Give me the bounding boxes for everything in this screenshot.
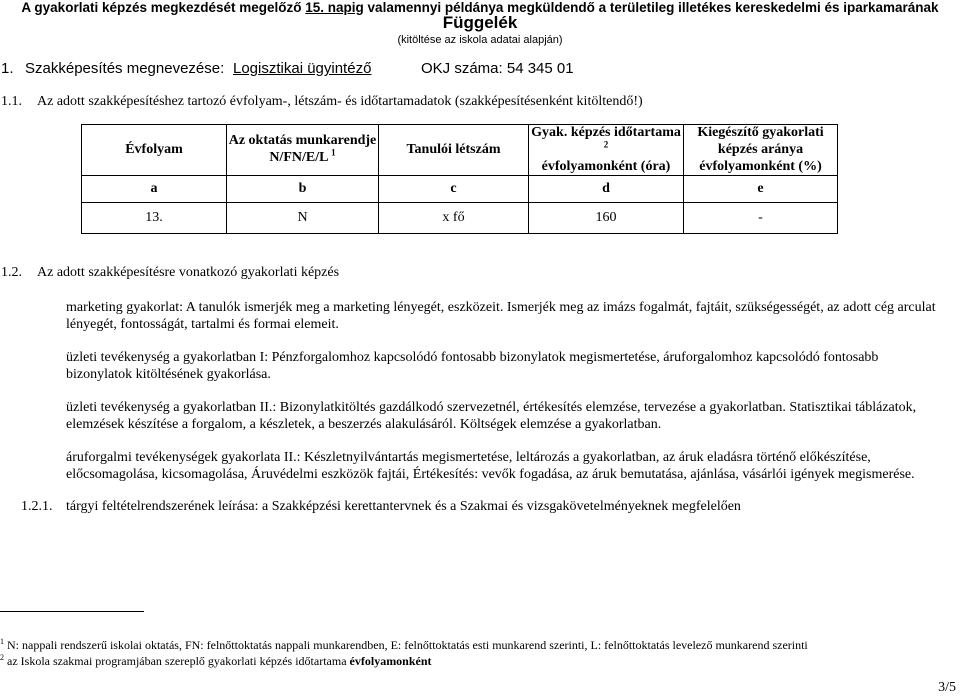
letter-cell: a — [82, 176, 227, 203]
letter-cell: b — [227, 176, 379, 203]
paragraph-business-1: üzleti tevékenység a gyakorlatban I: Pénzforgalomhoz kapcsolódó fontosabb bizonylatok megismertetése, áruforgalomhoz kapcsolódó fontosabb bizonylatok kitöltésének gyakorlása. — [66, 350, 879, 382]
paragraph-trade: áruforgalmi tevékenységek gyakorlata II.: Készletnyilvántartás megismertetése, leltározás a gyakorlatban, az áruk eladásra történő előkészítése, előcsomagolása, kicsomagolása, Áruvédelmi eszközök fajtái, Értékesítés: vevők fogadása, az áruk bemutatása, ajánlása, vásárlói igények megismerése. — [66, 450, 915, 482]
section-1-2-number: 1.2. — [1, 265, 22, 280]
footnote-2-mark: 2 — [0, 653, 4, 662]
col-header-duration — [529, 125, 684, 176]
footnote-1-text: N: nappali rendszerű iskolai oktatás, FN: felnőttoktatás nappali munkarendben, E: felnőttoktatás esti munkarend szerinti, L: felnőttoktatás levelező munkarend szerinti — [4, 638, 808, 652]
letter-cell: d — [529, 176, 684, 203]
okj-number: OKJ száma: 54 345 01 — [421, 60, 574, 77]
section-1-label: Szakképesítés megnevezése: — [25, 60, 225, 77]
paragraph-business-2: üzleti tevékenység a gyakorlatban II.: Bizonylatkitöltés gazdálkodó szervezetnél, értékesítés elemzése, tervezése a gyakorlatban. Statisztikai táblázatok, elemzések készítése a forgalom, a készletek, a beszerzés alakulásáról. Költségek elemzése a gyakorlatban. — [66, 400, 917, 432]
section-1-2-1-number: 1.2.1. — [21, 499, 53, 514]
col-header-duration-text-b: évfolyamonként (óra) — [541, 158, 671, 174]
qualification-name-value: Logisztikai ügyintéző — [233, 60, 372, 77]
footnote-1-mark: 1 — [0, 637, 4, 646]
cohort-data-table — [81, 124, 838, 234]
table-row — [82, 203, 838, 234]
qualification-name — [233, 60, 421, 78]
footnote-divider — [0, 611, 144, 612]
col-header-schedule — [227, 125, 379, 176]
header-instruction-post: valamennyi példánya megküldendő a területileg illetékes kereskedelmi és iparkamarának — [363, 0, 939, 15]
section-1-number: 1. — [1, 60, 14, 77]
section-1-2-text: Az adott szakképesítésre vonatkozó gyakorlati képzés — [37, 265, 340, 280]
footnote-2-bold: évfolyamonként — [349, 654, 432, 668]
section-1-2-1-text: tárgyi feltételrendszerének leírása: a Szakképzési kerettantervnek és a Szakmai és vizsgakövetelményeknek megfelelően — [66, 499, 741, 514]
cell-schedule: N — [227, 203, 379, 234]
page-subtitle: (kitöltése az iskola adatai alapján) — [397, 34, 563, 46]
footnote-2-text: az Iskola szakmai programjában szereplő gyakorlati képzés időtartama — [4, 654, 350, 668]
footnote-ref-2: 2 — [603, 139, 609, 150]
footnote-2 — [0, 654, 920, 668]
col-header-ratio — [684, 125, 838, 176]
col-header-ratio-text: Kiegészítő gyakorlati képzés aránya évfolyamonként (%) — [697, 125, 824, 174]
cell-year: 13. — [82, 203, 227, 234]
table-header-row — [82, 125, 838, 176]
col-header-headcount — [379, 125, 529, 176]
footnote-ref-1: 1 — [331, 147, 336, 158]
col-header-duration-text-a: Gyak. képzés időtartama — [531, 125, 681, 140]
col-header-schedule-text: Az oktatás munkarendje N/FN/E/L — [228, 133, 377, 166]
cell-headcount: x fő — [379, 203, 529, 234]
paragraph-marketing: marketing gyakorlat: A tanulók ismerjék meg a marketing lényegét, eszközeit. Ismerjék meg az imázs fogalmát, fajtáit, szükségességét, az adott cég arculat lényegét, fontosságát, tartalmi és formai elemeit. — [66, 300, 936, 332]
header-instruction-deadline: 15. napig — [305, 0, 364, 15]
footnote-1 — [0, 638, 920, 652]
page-title: Függelék — [442, 13, 518, 32]
col-header-headcount-text: Tanulói létszám — [406, 141, 501, 157]
cell-ratio: - — [684, 203, 838, 234]
section-1-1-number: 1.1. — [1, 94, 22, 109]
cell-duration: 160 — [529, 203, 684, 234]
col-header-year — [82, 125, 227, 176]
col-header-year-text: Évfolyam — [125, 141, 183, 157]
letter-cell: c — [379, 176, 529, 203]
section-1 — [1, 60, 574, 78]
page-number: 3/5 — [938, 680, 956, 695]
table-letter-row — [82, 176, 838, 203]
section-1-1-text: Az adott szakképesítéshez tartozó évfolyam-, létszám- és időtartamadatok (szakképesítésenként kitöltendő!) — [37, 94, 643, 109]
letter-cell: e — [684, 176, 838, 203]
header-instruction-pre: A gyakorlati képzés megkezdését megelőző — [21, 0, 306, 15]
